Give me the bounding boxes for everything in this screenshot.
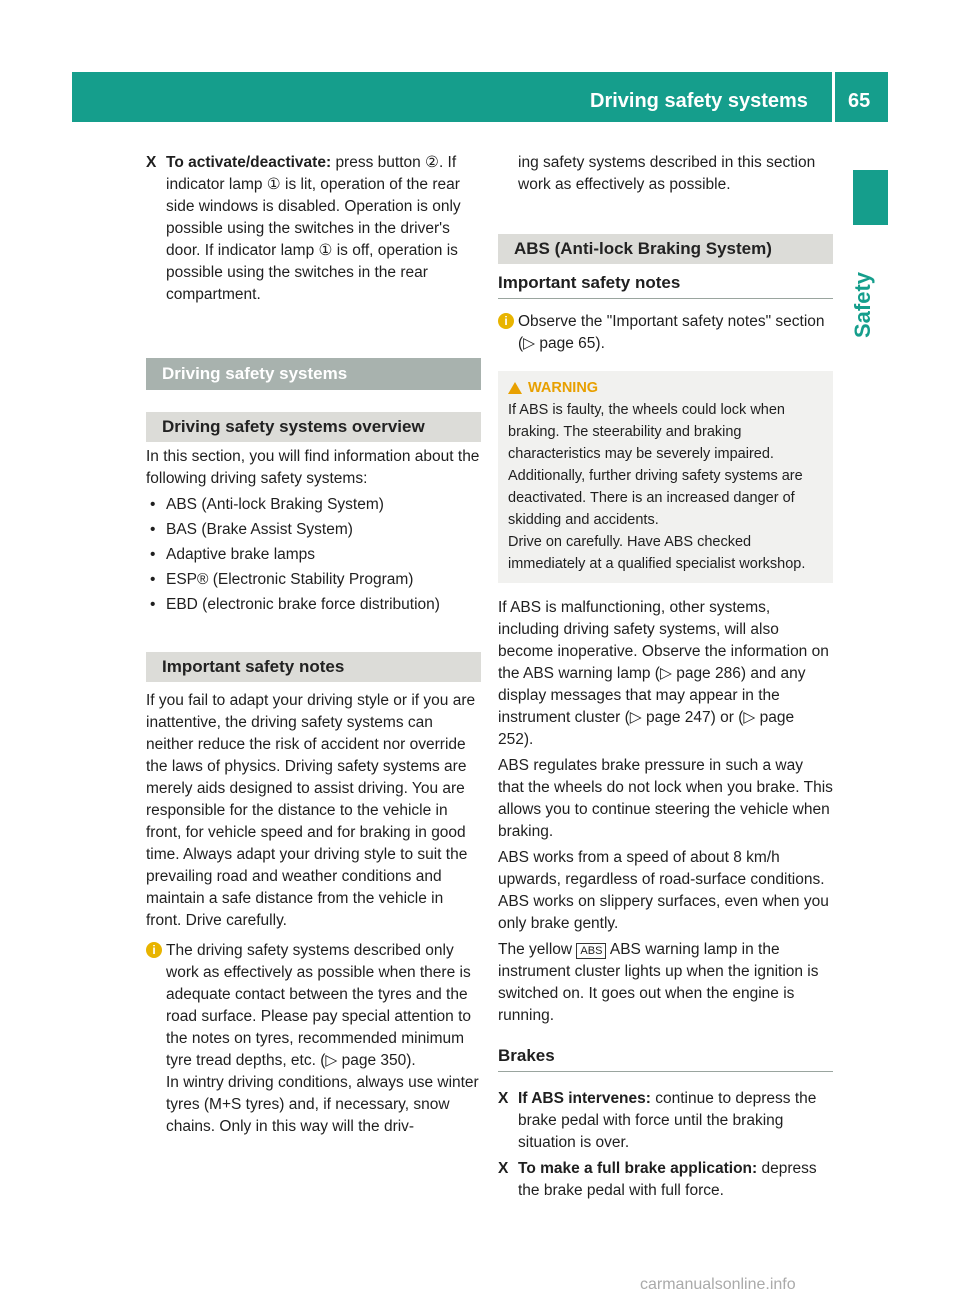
important-text: If you fail to adapt your driving style or if you are inattentive, the driving safety systems can neither reduce the risk of accident nor override the laws of physics. Driving safety systems are merely aids designed to assist driving. You are responsible for the distance to the vehicle in front, for vehicle speed and for braking in good time. Always adapt your driving style to suit the prevailing road and weather conditions and maintain a safe distance from the vehicle in front. Drive carefully.: [146, 692, 476, 929]
warning-text-1: If ABS is faulty, the wheels could lock when braking. The steerability and braking characteristics may be severely impaired. Additionally, further driving safety systems are deactivated. There is an increased danger of skidding and accidents.: [508, 402, 803, 528]
warning-text-2: Drive on carefully. Have ABS checked immediately at a qualified specialist workshop.: [508, 534, 806, 572]
notes-subtitle: Important safety notes: [498, 272, 833, 299]
brakes-title: Brakes: [498, 1045, 833, 1072]
section-title: Driving safety systems: [146, 358, 481, 390]
step-abs-intervenes: [498, 1088, 833, 1154]
step-text: press button ②. If indicator lamp ① is lit, operation of the rear side windows is disabled. Operation is only possible using the switches in the driver's door. If indicator lamp ① is off, operation is possible using the switches in the rear compartment.: [166, 154, 461, 303]
abs-para-3: ABS works from a speed of about 8 km/h upwards, regardless of road-surface conditions. ABS works on slippery surfaces, even when you only brake gently.: [498, 849, 829, 932]
step-label: To activate/deactivate:: [166, 154, 332, 171]
info-text: Observe the "Important safety notes" section (▷ page 65).: [518, 313, 825, 352]
side-tab: [853, 170, 888, 225]
header-title: Driving safety systems: [590, 90, 808, 112]
warning-box: [498, 371, 833, 583]
abs-warning-lamp-icon: ABS: [576, 943, 606, 959]
bullet-icon: •: [150, 571, 156, 588]
continued-text: ing safety systems described in this section work as effectively as possible.: [518, 154, 816, 193]
list-item: • BAS (Brake Assist System): [146, 519, 481, 541]
warning-label: WARNING: [528, 380, 599, 396]
bullet-icon: •: [150, 496, 156, 513]
list-item: • EBD (electronic brake force distribution): [146, 594, 481, 616]
overview-text: In this section, you will find information about the following driving safety systems:: [146, 448, 480, 487]
important-title: Important safety notes: [146, 652, 481, 682]
overview-title: Driving safety systems overview: [146, 412, 481, 442]
bullet-icon: •: [150, 596, 156, 613]
step-text: depress the brake pedal with full force.: [518, 1160, 817, 1199]
abs-title: ABS (Anti-lock Braking System): [498, 234, 833, 264]
step-text: continue to depress the brake pedal with force until the braking situation is over.: [518, 1090, 817, 1151]
abs-para-2: ABS regulates brake pressure in such a way that the wheels do not lock when you brake. This allows you to continue steering the vehicle when braking.: [498, 757, 833, 840]
abs-para-1: If ABS is malfunctioning, other systems, including driving safety systems, will also become inoperative. Observe the information on the ABS warning lamp (▷ page 286) and any display messages that may appear in the instrument cluster (▷ page 247) or (▷ page 252).: [498, 599, 829, 748]
side-label: Safety: [850, 271, 875, 338]
arrow-icon: X: [146, 154, 157, 171]
list-item: • ABS (Anti-lock Braking System): [146, 494, 481, 516]
watermark: carmanualsonline.info: [640, 1276, 796, 1293]
abs-para-4: The yellow ABS ABS warning lamp in the instrument cluster lights up when the ignition is switched on. It goes out when the engine is running.: [498, 941, 819, 1024]
info-icon: i: [146, 942, 162, 958]
bullet-icon: •: [150, 521, 156, 538]
step-label: If ABS intervenes:: [518, 1090, 651, 1107]
left-column: [146, 152, 481, 1138]
arrow-icon: X: [498, 1090, 509, 1107]
info-text-2: In wintry driving conditions, always use winter tyres (M+S tyres) and, if necessary, snow chains. Only in this way will the driv-: [166, 1074, 479, 1135]
info-text-1: The driving safety systems described only work as effectively as possible when there is adequate contact between the tyres and the road surface. Please pay special attention to the notes on tyres, recommended minimum tyre tread depths, etc. (▷ page 350).: [166, 942, 472, 1069]
page-number: 65: [848, 90, 871, 112]
warning-header: [508, 377, 823, 399]
step-label: To make a full brake application:: [518, 1160, 758, 1177]
arrow-icon: X: [498, 1160, 509, 1177]
step-activate: [146, 152, 481, 306]
step-full-brake: [498, 1158, 833, 1202]
bullet-icon: •: [150, 546, 156, 563]
info-icon: i: [498, 313, 514, 329]
info-note: [498, 311, 833, 355]
warning-icon: [508, 382, 522, 394]
list-item: • Adaptive brake lamps: [146, 544, 481, 566]
info-note: [146, 940, 481, 1138]
systems-list: [146, 494, 481, 616]
header-separator: [832, 72, 835, 122]
list-item: • ESP® (Electronic Stability Program): [146, 569, 481, 591]
right-column: [498, 152, 833, 1202]
